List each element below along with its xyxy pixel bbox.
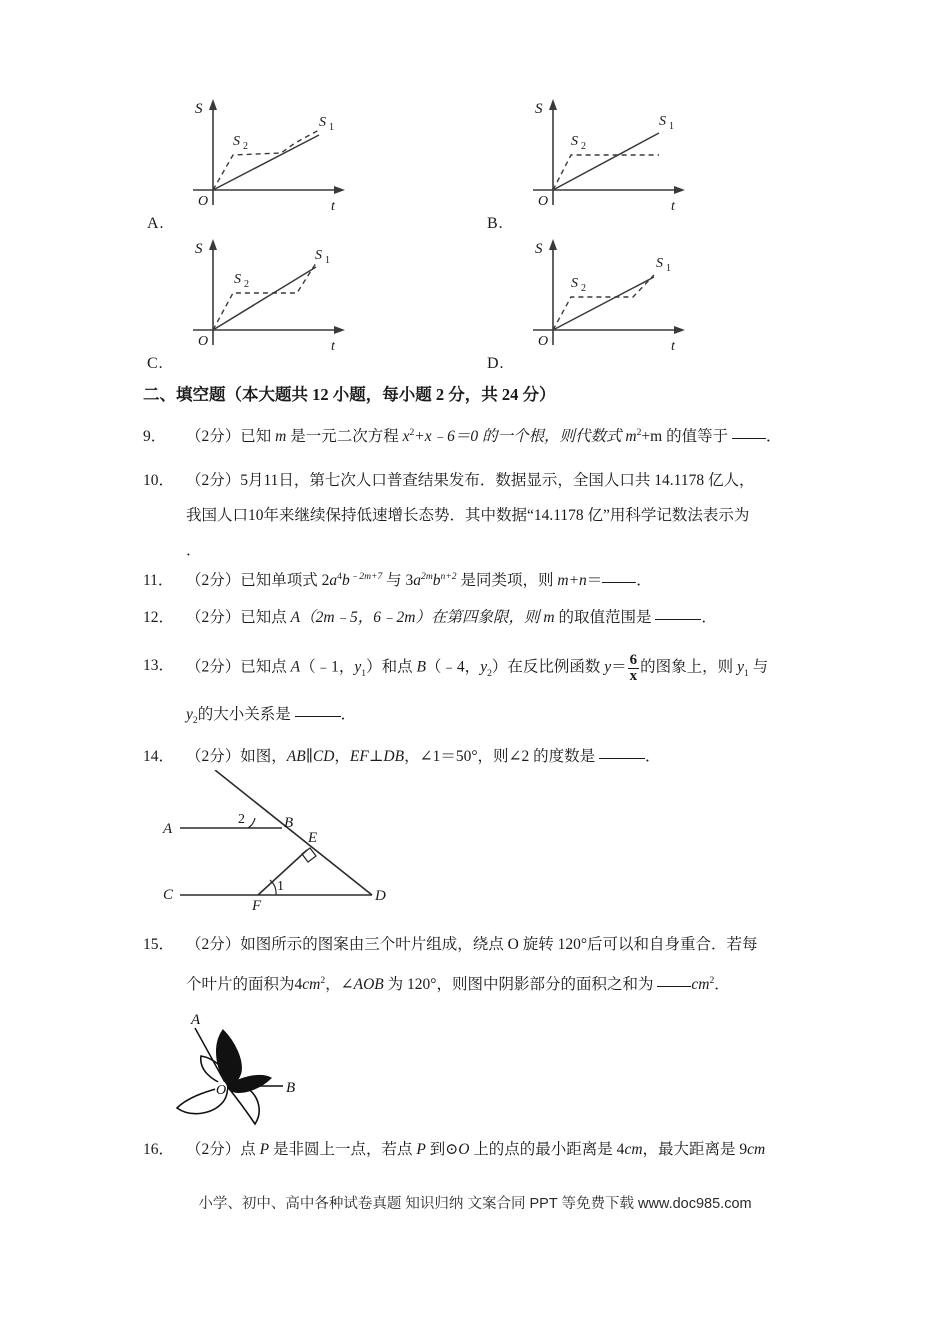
q16-var-P: P [259,1141,270,1158]
q12-period: ． [701,609,717,626]
q14-part-b: ， [334,748,350,765]
q13-line2-period: ． [340,706,357,723]
svg-text:B: B [286,1080,296,1096]
question-15-figure [155,1008,335,1133]
q13-var-A: A [290,658,301,676]
q16-part-a: （2分）点 [186,1141,260,1158]
question-10-line3: ． [186,542,202,559]
q12-var-A: A [290,609,301,626]
q15-sup-2b: 2 [709,974,715,986]
q14-period: ． [645,748,661,765]
svg-text:S: S [315,248,322,263]
svg-text:S: S [234,272,241,287]
choice-option-b[interactable] [483,95,823,235]
q12-part-c: 的取值范围是 [554,609,656,626]
question-11-number: 11． [143,572,174,589]
q16-unit-cm: cm [624,1141,643,1158]
q13-sub-1: 1 [361,667,367,679]
page-footer: 小学、初中、高中各种试卷真题 知识归纳 文案合同 PPT 等免费下载 www.doc985.com [198,1196,752,1212]
choice-graphs-block [143,95,823,370]
question-16-text [186,1137,765,1159]
question-12-text [186,605,717,627]
svg-text:S: S [319,115,326,130]
q11-equals: ＝ [586,572,603,590]
q9-answer-blank[interactable] [732,438,766,439]
q13-fraction-denominator: x [629,668,638,684]
svg-text:S: S [195,241,203,257]
graph-c [171,235,371,365]
q14-var-abcd: AB∥CD [286,748,335,765]
svg-text:1: 1 [325,255,330,266]
q9-sup-2b: 2 [636,426,642,438]
question-13-number: 13． [143,657,175,674]
q14-answer-blank[interactable] [599,758,645,759]
svg-text:C: C [163,887,174,903]
q13-part-g: 的图象上，则 [640,658,738,676]
q11-var-mn: m+n [557,572,587,590]
q11-part-c: 与 3 [382,572,414,590]
choice-option-a[interactable] [143,95,483,235]
choice-letter-b: B. [487,215,504,232]
q9-part-a: （2分）已知 [186,428,276,445]
q15-sup-2: 2 [320,974,326,986]
svg-text:O: O [538,334,549,349]
svg-text:2: 2 [244,279,249,290]
svg-text:S: S [571,276,578,291]
q14-part-a: （2分）如图， [186,748,287,765]
svg-text:A: A [191,1012,201,1028]
q13-line2-sub-2: 2 [192,715,198,727]
svg-text:S: S [535,241,543,257]
q9-var-m: m [275,428,287,445]
question-15-number: 15． [143,936,175,953]
question-10-number: 10． [143,472,175,489]
svg-text:1: 1 [329,122,334,133]
question-10-line2: 我国人口10年来继续保持低速增长态势．其中数据“14.1178 亿”用科学记数法表示为 [186,507,750,524]
q15-part-c: 为 120°，则图中阴影部分的面积之和为 [383,976,658,993]
q15-part-b: ，∠ [325,976,354,993]
choice-letter-d: D. [487,355,505,372]
svg-text:O: O [198,334,209,349]
question-12-number: 12． [143,609,175,626]
svg-text:t: t [331,199,335,214]
graph-b [511,95,711,225]
svg-text:D: D [375,888,386,904]
q13-var-B: B [416,658,426,676]
q15-unit-cm: cm [302,976,321,993]
q16-unit-cm2: cm [747,1141,766,1158]
q11-var-a: a [329,572,338,590]
svg-text:t: t [331,339,335,354]
graph-a [171,95,371,225]
question-15-line1: （2分）如图所示的图案由三个叶片组成，绕点 O 旋转 120°后可以和自身重合．若每 [186,936,758,953]
q16-part-c: 到⊙ [425,1141,459,1158]
q15-answer-blank[interactable] [657,986,691,987]
q13-part-e: ）在反比例函数 [491,658,605,676]
q11-var-c: a [413,572,422,590]
q15-unit-cm2: cm [691,976,710,993]
q11-part-a: （2分）已知单项式 2 [186,572,330,590]
q13-part-a: （2分）已知点 [186,658,291,676]
svg-text:O: O [198,194,209,209]
svg-text:1: 1 [669,121,674,132]
question-9-number: 9． [143,428,167,445]
choice-letter-a: A. [147,215,165,232]
q13-answer-blank[interactable] [295,716,341,717]
q13-sub-2: 2 [487,667,492,679]
svg-text:S: S [535,101,543,117]
svg-text:O: O [538,194,549,209]
svg-text:O: O [216,1083,227,1098]
q13-line2-part-a: 的大小关系是 [197,706,295,723]
q13-line2-var-y2: y [186,706,193,723]
q14-part-c: ，∠1＝50°，则∠2 的度数是 [404,748,600,765]
q13-part-d: （﹣4， [425,658,481,676]
q11-sup-c1: 2m [421,571,433,582]
q9-sup-2: 2 [409,426,415,438]
question-9-text [186,424,781,446]
q16-part-b: 是非圆上一点，若点 [269,1141,417,1158]
svg-text:1: 1 [277,879,284,894]
question-13-line2 [186,702,356,726]
question-13-line1 [186,653,768,684]
q13-fraction [628,653,640,684]
question-10-line1: （2分）5月11日，第七次人口普查结果发布．数据显示，全国人口共 14.1178 亿人， [186,472,755,489]
q13-equals: ＝ [611,658,627,676]
q12-var-m: m [543,609,555,626]
q11-sup-d1: n+2 [440,571,457,582]
q9-var-x: x [402,428,410,445]
svg-text:S: S [571,134,578,149]
q9-part-b: 是一元二次方程 [286,428,403,445]
q9-part-c: +x﹣6＝0 的一个根，则代数式 [414,428,626,445]
q12-part-a: （2分）已知点 [186,609,291,626]
q13-part-h: 与 [748,658,769,676]
q16-var-P2: P [416,1141,426,1158]
svg-text:1: 1 [666,263,671,274]
q13-var-y1: y [354,658,362,676]
q11-part-e: 是同类项，则 [456,572,558,590]
q11-var-d: b [432,572,441,590]
q13-var-y: y [604,658,612,676]
q13-sub-1b: 1 [743,667,749,679]
q13-fraction-numerator: 6 [629,652,638,668]
q16-part-d: 上的点的最小距离是 4 [469,1141,625,1158]
svg-text:S: S [659,114,666,129]
q13-var-y1b: y [737,658,744,676]
q14-var-efdb: EF⊥DB [349,748,405,765]
q11-sup-b1: ﹣2m+7 [349,571,383,582]
svg-text:2: 2 [581,141,586,152]
q15-period: ． [714,976,730,993]
svg-text:t: t [671,199,675,214]
svg-text:2: 2 [581,283,586,294]
question-16-number: 16． [143,1141,175,1158]
svg-text:F: F [252,898,262,914]
choice-letter-c: C. [147,355,164,372]
q16-var-O: O [458,1141,470,1158]
svg-text:t: t [671,339,675,354]
svg-text:2: 2 [238,812,245,827]
q11-sup-4: 4 [337,571,342,582]
q15-part-a: 个叶片的面积为4 [186,976,303,993]
svg-text:S: S [195,101,203,117]
q16-part-e: ，最大距离是 9 [642,1141,748,1158]
svg-text:E: E [308,830,318,846]
q11-answer-blank[interactable] [602,582,636,583]
section-heading-fill-in-blanks: 二、填空题（本大题共 12 小题，每小题 2 分，共 24 分） [143,385,556,404]
svg-text:A: A [163,821,173,837]
question-11-text [186,568,652,590]
question-14-number: 14． [143,748,175,765]
q13-var-y2: y [480,658,488,676]
choice-option-c[interactable] [143,235,483,375]
q13-part-c: ）和点 [366,658,417,676]
question-14-figure [160,770,420,915]
choice-option-d[interactable] [483,235,823,375]
svg-text:2: 2 [243,141,248,152]
q12-part-b: （2m﹣5，6﹣2m）在第四象限，则 [300,609,544,626]
svg-text:B: B [284,815,294,831]
q13-part-b: （﹣1， [300,658,355,676]
q11-period: ． [636,572,652,590]
graph-d [511,235,711,365]
q9-var-m2: m [625,428,637,445]
q12-answer-blank[interactable] [655,619,701,620]
q9-part-d: +m 的值等于 [641,428,732,445]
q15-var-aob: AOB [353,976,384,993]
q11-var-b: b [341,572,350,590]
svg-text:S: S [656,256,663,271]
question-14-text [186,744,661,766]
question-15-line2 [186,972,730,994]
svg-text:S: S [233,134,240,149]
q9-period: ． [765,428,782,445]
